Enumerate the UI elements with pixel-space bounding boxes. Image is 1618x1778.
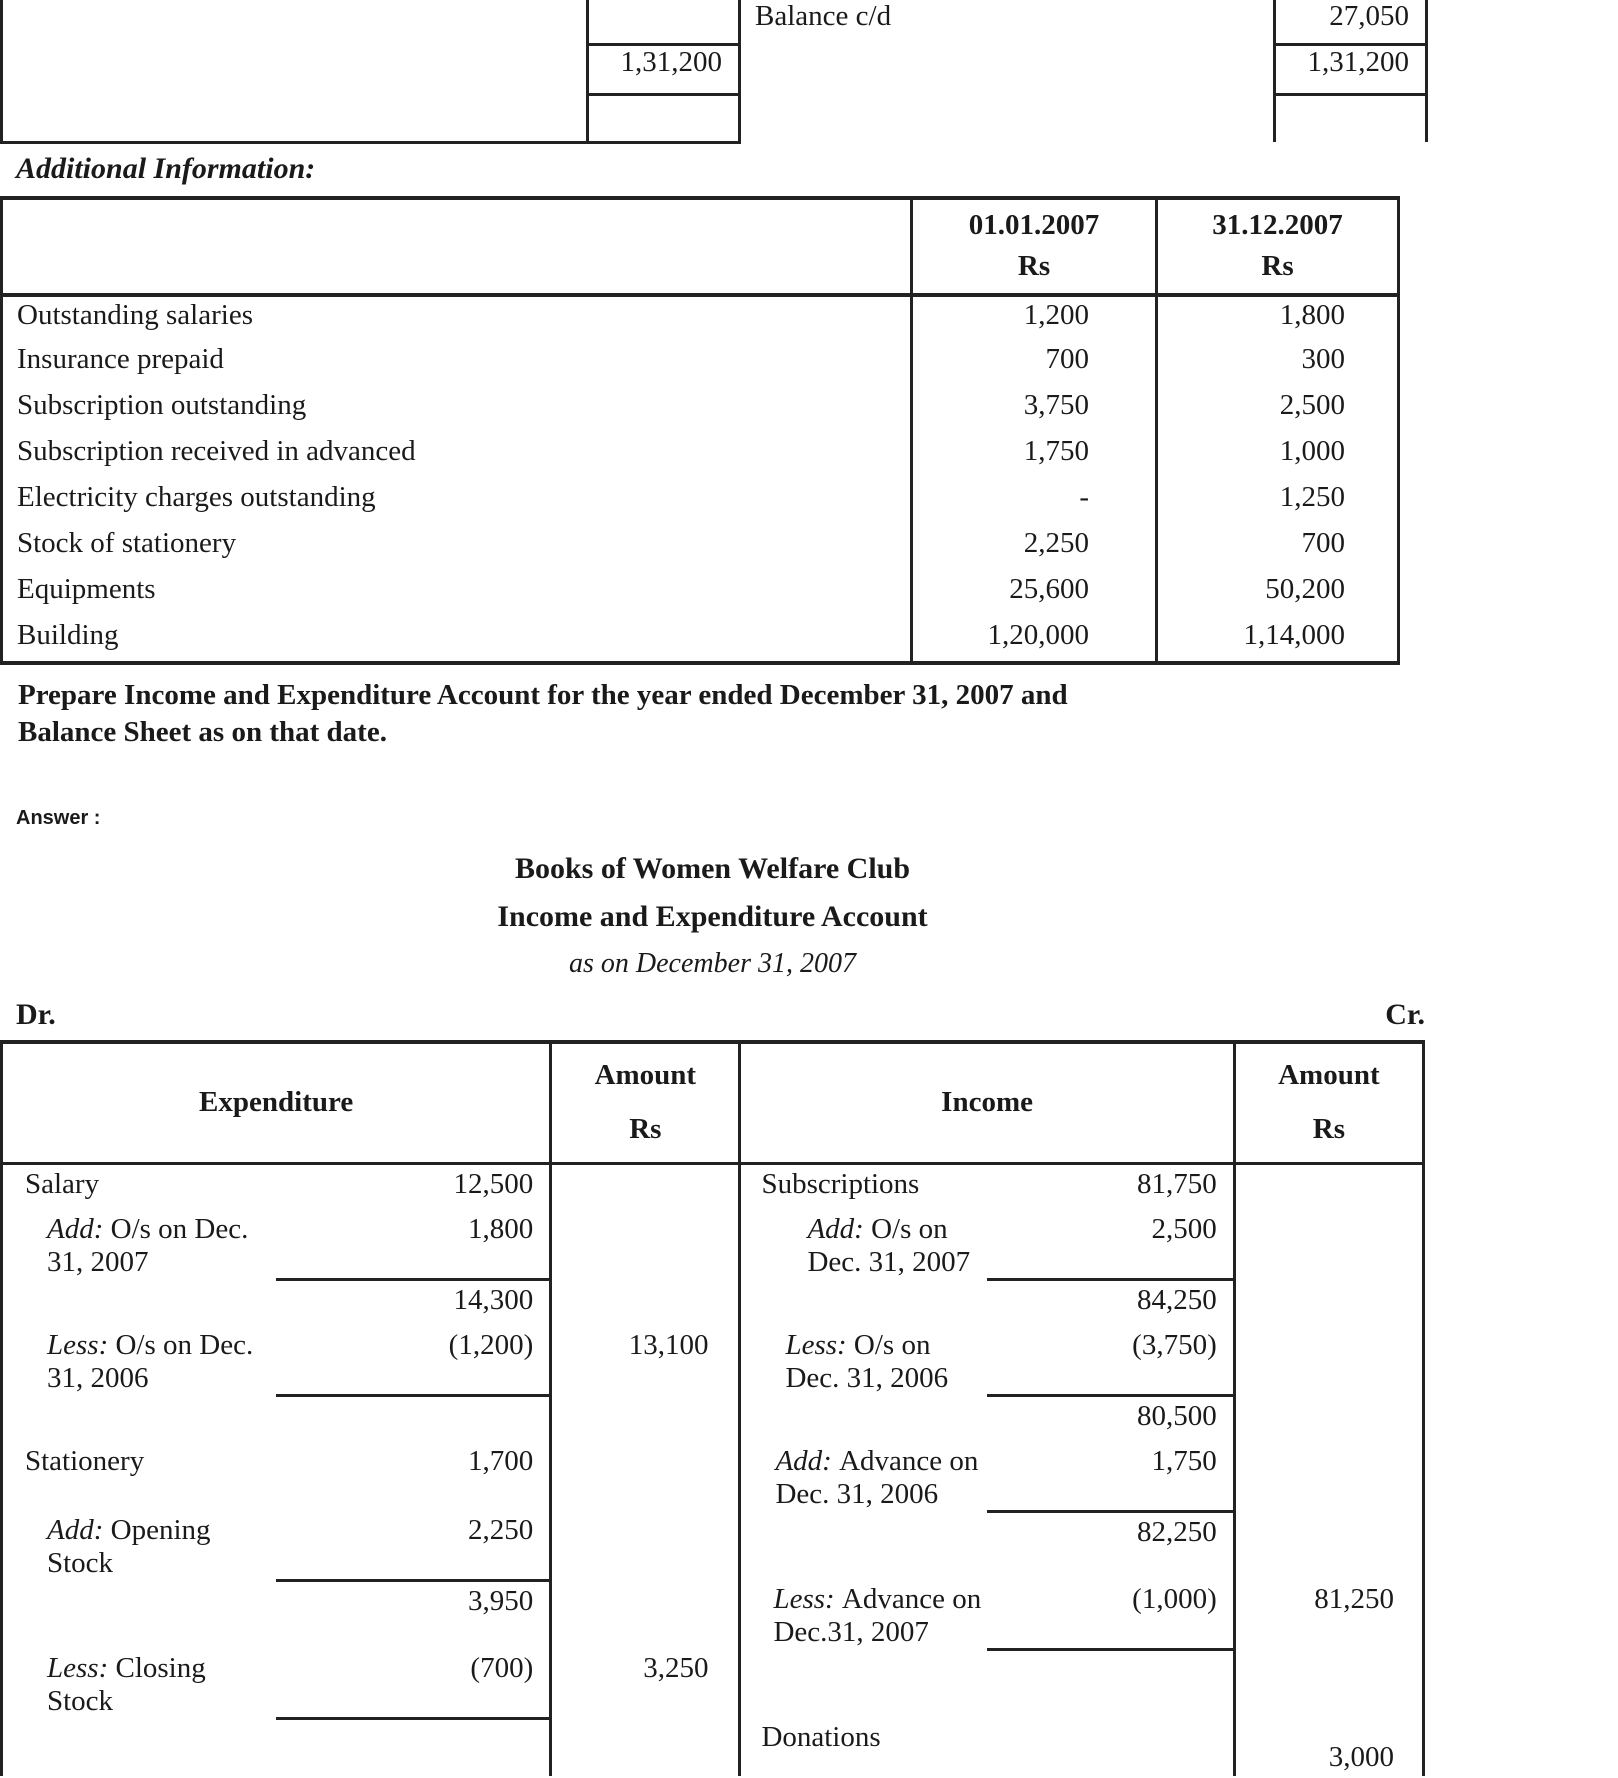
ledger-particulars-left: [2, 94, 588, 142]
table-row: [2, 571, 1399, 617]
instruction-line-2: Balance Sheet as on that date.: [18, 715, 387, 748]
opening-value: -: [912, 479, 1157, 525]
table-row: [2, 295, 1399, 341]
answer-label: Answer :: [16, 806, 101, 829]
income-sub-amount: [987, 1718, 1234, 1776]
expenditure-sub-amount: (1,200): [276, 1326, 551, 1395]
expenditure-particular: [2, 1580, 277, 1649]
expenditure-particular: [2, 1210, 277, 1279]
amount-right-label-2: Rs: [1312, 1112, 1345, 1145]
opening-value: 3,750: [912, 387, 1157, 433]
expenditure-sub-amount: [276, 1395, 551, 1442]
closing-value: 300: [1157, 341, 1399, 387]
table-row: [2, 1210, 1424, 1279]
particular-label: Building: [17, 618, 119, 651]
income-particular: [740, 1210, 987, 1279]
particulars-header: [2, 198, 912, 295]
opening-value: 700: [912, 341, 1157, 387]
question-instruction: [0, 665, 1200, 751]
table-row: [2, 1649, 1424, 1718]
expenditure-particular: [2, 1718, 277, 1776]
income-total-amount: [1234, 1326, 1423, 1395]
expenditure-sub-amount: [276, 1718, 551, 1776]
income-label: Advance on Dec. 31, 2006: [775, 1445, 979, 1511]
income-prefix: Less:: [785, 1329, 854, 1362]
expenditure-prefix: Add:: [47, 1213, 111, 1246]
expenditure-total-amount: [551, 1163, 740, 1210]
income-total-amount: 3,000: [1234, 1718, 1423, 1776]
income-sub-amount: 81,750: [1137, 1167, 1217, 1200]
expenditure-label: Closing Stock: [47, 1652, 206, 1718]
particular-label: Outstanding salaries: [17, 298, 253, 331]
income-header: Income: [740, 1042, 1234, 1164]
income-particular: [740, 1649, 987, 1718]
closing-value: 1,14,000: [1157, 617, 1399, 663]
ledger-amount-left: [588, 0, 740, 44]
table-row: [2, 525, 1399, 571]
table-header-row: [2, 1042, 1424, 1164]
ledger-particulars-right: [740, 94, 1275, 142]
income-particular: [740, 1163, 987, 1210]
income-total-amount: [1234, 1163, 1423, 1210]
income-label: O/s on Dec. 31, 2007: [807, 1213, 971, 1279]
additional-information-table: [0, 196, 1400, 665]
closing-date-header: [1157, 198, 1399, 295]
opening-value: 1,200: [912, 295, 1157, 341]
particular-label: Equipments: [17, 572, 156, 605]
expenditure-particular: [2, 1326, 277, 1395]
amount-right-label-1: Amount: [1278, 1058, 1380, 1091]
income-particular: [740, 1442, 987, 1511]
expenditure-prefix: Add:: [47, 1514, 111, 1547]
ledger-amount-right: 27,050: [1275, 0, 1427, 44]
expenditure-total-amount: [551, 1279, 740, 1326]
particular-label: Electricity charges outstanding: [17, 480, 376, 513]
opening-value: 25,600: [912, 571, 1157, 617]
income-particular: [740, 1279, 987, 1326]
income-total-amount: [1234, 1442, 1423, 1511]
income-total-amount: [1234, 1649, 1423, 1718]
ledger-amount-left: [588, 94, 740, 142]
income-sub-amount: 84,250: [1137, 1283, 1217, 1316]
income-particular: [740, 1718, 987, 1776]
table-row: [2, 1163, 1424, 1210]
closing-value: 1,000: [1157, 433, 1399, 479]
expenditure-label: Salary: [25, 1167, 100, 1200]
expenditure-particular: [2, 1163, 277, 1210]
expenditure-sub-amount: 1,700: [468, 1445, 534, 1478]
table-row: [2, 387, 1399, 433]
opening-date-label: 01.01.2007: [968, 208, 1100, 241]
expenditure-label: O/s on Dec. 31, 2007: [47, 1213, 249, 1279]
account-date: as on December 31, 2007: [569, 947, 856, 979]
income-label: O/s on Dec. 31, 2006: [785, 1329, 949, 1395]
income-sub-amount: 80,500: [1137, 1399, 1217, 1432]
ledger-particulars-right: [740, 44, 1275, 94]
closing-value: 50,200: [1157, 571, 1399, 617]
income-sub-amount: (1,000): [987, 1580, 1234, 1649]
debit-label: Dr.: [16, 997, 56, 1031]
debit-credit-line: [0, 980, 1425, 1040]
income-sub-amount: 1,750: [987, 1442, 1234, 1511]
closing-value: 700: [1157, 525, 1399, 571]
income-particular: [740, 1511, 987, 1580]
income-total-amount: [1234, 1395, 1423, 1442]
expenditure-label: Opening Stock: [47, 1514, 211, 1580]
expenditure-total-amount: [551, 1718, 740, 1776]
table-row: [2, 94, 1427, 142]
opening-unit-label: Rs: [1017, 249, 1051, 282]
income-label: Advance on Dec.31, 2007: [773, 1583, 982, 1649]
income-total-amount: 81,250: [1234, 1580, 1423, 1649]
expenditure-particular: [2, 1279, 277, 1326]
income-total-amount: [1234, 1511, 1423, 1580]
table-row: [2, 341, 1399, 387]
expenditure-particular: [2, 1395, 277, 1442]
expenditure-particular: [2, 1649, 277, 1718]
particular-label: Subscription outstanding: [17, 388, 307, 421]
income-label: Subscriptions: [761, 1167, 920, 1200]
expenditure-total-amount: [551, 1442, 740, 1511]
amount-left-label-1: Amount: [594, 1058, 697, 1091]
table-row: [2, 1395, 1424, 1442]
closing-value: 1,800: [1157, 295, 1399, 341]
table-row: [2, 479, 1399, 525]
ledger-amount-right: [1275, 94, 1427, 142]
table-row: [2, 44, 1427, 94]
expenditure-sub-amount: (700): [276, 1649, 551, 1718]
table-row: [2, 1326, 1424, 1395]
income-sub-amount: [987, 1649, 1234, 1718]
income-prefix: Add:: [775, 1445, 840, 1478]
additional-information-heading: Additional Information:: [16, 151, 316, 185]
expenditure-label: O/s on Dec. 31, 2006: [47, 1329, 254, 1395]
expenditure-header: Expenditure: [2, 1042, 551, 1164]
expenditure-particular: [2, 1442, 277, 1511]
ledger-total-left: 1,31,200: [588, 44, 740, 94]
particular-label: Insurance prepaid: [17, 342, 224, 375]
expenditure-total-amount: 3,250: [551, 1649, 740, 1718]
expenditure-total-amount: [551, 1580, 740, 1649]
credit-label: Cr.: [1385, 997, 1425, 1031]
income-sub-amount: (3,750): [987, 1326, 1234, 1395]
income-sub-amount: 2,500: [987, 1210, 1234, 1279]
expenditure-total-amount: [551, 1395, 740, 1442]
income-total-amount: [1234, 1279, 1423, 1326]
expenditure-total-amount: [551, 1511, 740, 1580]
income-sub-amount: 82,250: [1137, 1515, 1217, 1548]
income-expenditure-table: [0, 1040, 1425, 1777]
expenditure-total-amount: 13,100: [551, 1326, 740, 1395]
income-particular: [740, 1580, 987, 1649]
ledger-total-right: 1,31,200: [1275, 44, 1427, 94]
opening-value: 2,250: [912, 525, 1157, 571]
table-row: [2, 0, 1427, 44]
ledger-particulars-right: Balance c/d: [740, 0, 1275, 44]
ledger-fragment-table: [0, 0, 1428, 144]
opening-value: 1,750: [912, 433, 1157, 479]
table-row: [2, 617, 1399, 663]
expenditure-label: Stationery: [25, 1445, 145, 1478]
closing-value: 2,500: [1157, 387, 1399, 433]
closing-date-label: 31.12.2007: [1212, 208, 1343, 241]
expenditure-sub-amount: 14,300: [453, 1283, 534, 1316]
expenditure-amount-header: [551, 1042, 740, 1164]
amount-left-label-2: Rs: [629, 1112, 662, 1145]
table-row: [2, 1511, 1424, 1580]
expenditure-total-amount: [551, 1210, 740, 1279]
expenditure-prefix: Less:: [47, 1652, 116, 1685]
income-expenditure-titles: [0, 830, 1425, 980]
expenditure-sub-amount: 1,800: [276, 1210, 551, 1279]
expenditure-sub-amount: 2,250: [276, 1511, 551, 1580]
particular-label: Subscription received in advanced: [17, 434, 416, 467]
closing-unit-label: Rs: [1261, 249, 1294, 282]
income-total-amount: [1234, 1210, 1423, 1279]
table-row: [2, 1718, 1424, 1776]
opening-value: 1,20,000: [912, 617, 1157, 663]
instruction-line-1: Prepare Income and Expenditure Account for the year ended December 31, 2007 and: [18, 678, 1068, 711]
books-title: Books of Women Welfare Club: [514, 851, 911, 885]
income-amount-header: [1234, 1042, 1423, 1164]
account-title: Income and Expenditure Account: [497, 899, 928, 933]
ledger-particulars-left: [2, 44, 588, 94]
income-label: Donations: [761, 1721, 881, 1754]
income-particular: [740, 1326, 987, 1395]
expenditure-particular: [2, 1511, 277, 1580]
income-prefix: Less:: [773, 1583, 842, 1616]
particular-label: Stock of stationery: [17, 526, 237, 559]
closing-value: 1,250: [1157, 479, 1399, 525]
opening-date-header: [912, 198, 1157, 295]
table-row: [2, 433, 1399, 479]
income-particular: [740, 1395, 987, 1442]
table-header-row: [2, 198, 1399, 295]
table-row: [2, 1442, 1424, 1511]
table-row: [2, 1580, 1424, 1649]
expenditure-prefix: Less:: [47, 1329, 116, 1362]
expenditure-sub-amount: 3,950: [468, 1584, 534, 1617]
table-row: [2, 1279, 1424, 1326]
expenditure-sub-amount: 12,500: [453, 1167, 534, 1200]
income-prefix: Add:: [807, 1213, 872, 1246]
ledger-particulars-left: [2, 0, 588, 44]
